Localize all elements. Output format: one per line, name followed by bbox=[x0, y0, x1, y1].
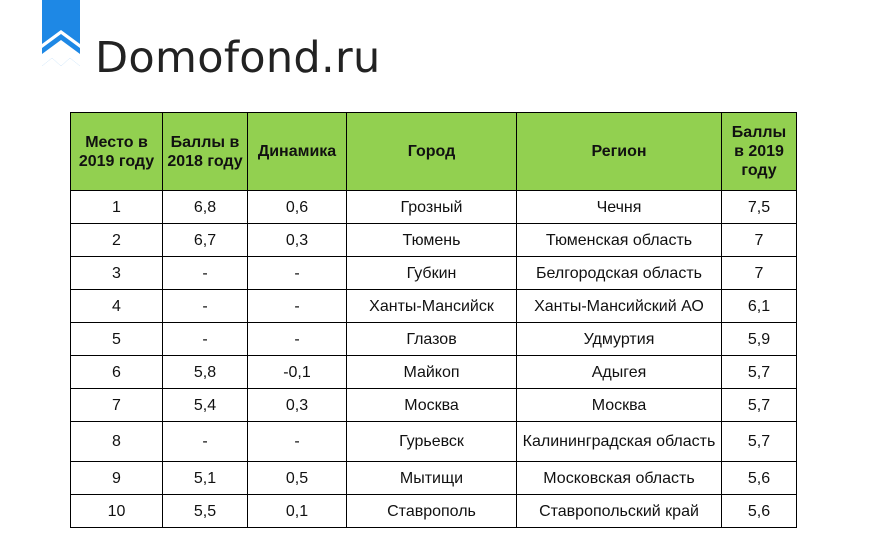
cell-city: Гурьевск bbox=[347, 422, 517, 462]
cell-city: Мытищи bbox=[347, 462, 517, 495]
cell-dynamics: 0,6 bbox=[248, 191, 347, 224]
cell-region: Чечня bbox=[517, 191, 722, 224]
cell-score-2019: 5,7 bbox=[722, 356, 797, 389]
cell-score-2019: 5,9 bbox=[722, 323, 797, 356]
cell-region: Москва bbox=[517, 389, 722, 422]
cell-dynamics: - bbox=[248, 422, 347, 462]
cell-city: Москва bbox=[347, 389, 517, 422]
city-ranking-table bbox=[70, 112, 797, 528]
header-score-2019: Баллы в 2019 году bbox=[722, 113, 797, 191]
cell-score-2018: 5,1 bbox=[163, 462, 248, 495]
cell-dynamics: 0,3 bbox=[248, 389, 347, 422]
cell-city: Ханты-Мансийск bbox=[347, 290, 517, 323]
cell-score-2018: - bbox=[163, 422, 248, 462]
cell-score-2018: - bbox=[163, 257, 248, 290]
cell-score-2019: 5,7 bbox=[722, 422, 797, 462]
cell-score-2019: 5,6 bbox=[722, 495, 797, 528]
header-dynamics: Динамика bbox=[248, 113, 347, 191]
cell-city: Грозный bbox=[347, 191, 517, 224]
cell-rank: 9 bbox=[71, 462, 163, 495]
ranking-table-container bbox=[70, 112, 797, 528]
cell-city: Майкоп bbox=[347, 356, 517, 389]
table-header-row bbox=[71, 113, 797, 191]
cell-rank: 4 bbox=[71, 290, 163, 323]
cell-dynamics: 0,5 bbox=[248, 462, 347, 495]
table-row bbox=[71, 290, 797, 323]
cell-rank: 6 bbox=[71, 356, 163, 389]
cell-rank: 1 bbox=[71, 191, 163, 224]
cell-city: Тюмень bbox=[347, 224, 517, 257]
cell-score-2018: 5,4 bbox=[163, 389, 248, 422]
cell-score-2018: - bbox=[163, 290, 248, 323]
cell-region: Тюменская область bbox=[517, 224, 722, 257]
cell-dynamics: 0,1 bbox=[248, 495, 347, 528]
cell-score-2018: 5,5 bbox=[163, 495, 248, 528]
domofond-building-icon bbox=[42, 0, 80, 66]
cell-region: Ставропольский край bbox=[517, 495, 722, 528]
table-row bbox=[71, 356, 797, 389]
table-row bbox=[71, 462, 797, 495]
cell-score-2019: 5,6 bbox=[722, 462, 797, 495]
table-row bbox=[71, 422, 797, 462]
cell-rank: 8 bbox=[71, 422, 163, 462]
cell-region: Ханты-Мансийский АО bbox=[517, 290, 722, 323]
cell-score-2019: 7 bbox=[722, 224, 797, 257]
cell-dynamics: - bbox=[248, 257, 347, 290]
cell-score-2019: 6,1 bbox=[722, 290, 797, 323]
cell-score-2018: 5,8 bbox=[163, 356, 248, 389]
cell-city: Ставрополь bbox=[347, 495, 517, 528]
cell-region: Московская область bbox=[517, 462, 722, 495]
table-row bbox=[71, 224, 797, 257]
table-row bbox=[71, 257, 797, 290]
cell-score-2018: - bbox=[163, 323, 248, 356]
cell-region: Белгородская область bbox=[517, 257, 722, 290]
table-row bbox=[71, 191, 797, 224]
cell-dynamics: - bbox=[248, 290, 347, 323]
cell-dynamics: - bbox=[248, 323, 347, 356]
cell-score-2018: 6,7 bbox=[163, 224, 248, 257]
cell-rank: 7 bbox=[71, 389, 163, 422]
table-row bbox=[71, 495, 797, 528]
table-row bbox=[71, 389, 797, 422]
domofond-logo bbox=[42, 0, 382, 95]
header-region: Регион bbox=[517, 113, 722, 191]
cell-rank: 5 bbox=[71, 323, 163, 356]
cell-region: Удмуртия bbox=[517, 323, 722, 356]
cell-rank: 10 bbox=[71, 495, 163, 528]
cell-city: Глазов bbox=[347, 323, 517, 356]
cell-city: Губкин bbox=[347, 257, 517, 290]
cell-score-2019: 5,7 bbox=[722, 389, 797, 422]
cell-dynamics: 0,3 bbox=[248, 224, 347, 257]
cell-region: Калининградская область bbox=[517, 422, 722, 462]
table-row bbox=[71, 323, 797, 356]
cell-dynamics: -0,1 bbox=[248, 356, 347, 389]
header-rank-2019: Место в 2019 году bbox=[71, 113, 163, 191]
cell-region: Адыгея bbox=[517, 356, 722, 389]
cell-rank: 2 bbox=[71, 224, 163, 257]
logo-wordmark: Domofond.ru bbox=[95, 33, 381, 83]
cell-score-2019: 7 bbox=[722, 257, 797, 290]
header-city: Город bbox=[347, 113, 517, 191]
header-score-2018: Баллы в 2018 году bbox=[163, 113, 248, 191]
cell-rank: 3 bbox=[71, 257, 163, 290]
cell-score-2018: 6,8 bbox=[163, 191, 248, 224]
cell-score-2019: 7,5 bbox=[722, 191, 797, 224]
